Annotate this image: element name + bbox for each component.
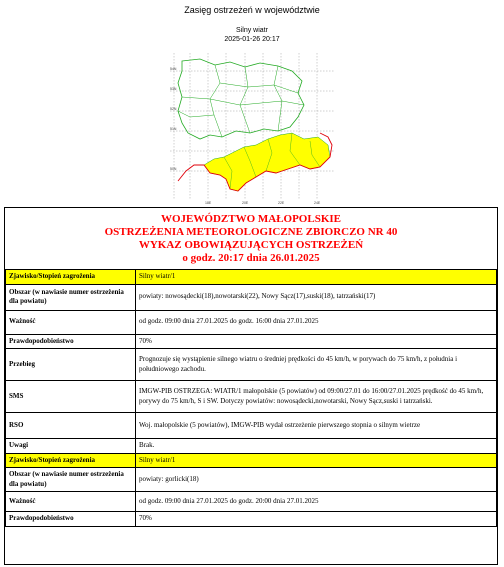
table-row-course xyxy=(6,349,497,381)
table-row-probability xyxy=(6,512,497,527)
table-row-validity xyxy=(6,492,497,512)
course-label: Przebieg xyxy=(6,349,136,381)
validity-value: od godz. 09:00 dnia 27.01.2025 do godz. 16:00 dnia 27.01.2025 xyxy=(136,310,497,334)
y-tick: 50N xyxy=(170,167,177,171)
x-tick: 20E xyxy=(242,201,249,205)
x-tick: 24E xyxy=(314,201,321,205)
map-phenomenon: Silny wiatr xyxy=(236,27,268,34)
map-timestamp: 2025-01-26 20:17 xyxy=(224,36,280,43)
table-row-validity xyxy=(6,310,497,334)
validity-label: Ważność xyxy=(6,310,136,334)
warning-map xyxy=(170,53,335,205)
area-value: powiaty: gorlicki(18) xyxy=(136,468,497,492)
rso-value: Woj. małopolskie (5 powiatów), IMGW-PIB wydał ostrzeżenie pierwszego stopnia o silnym wietrze xyxy=(136,413,497,439)
rso-label: RSO xyxy=(6,413,136,439)
y-tick: 52N xyxy=(170,107,177,111)
x-tick: 22E xyxy=(278,201,285,205)
map-subtitle xyxy=(0,26,504,44)
notes-value: Brak. xyxy=(136,439,497,454)
table-row-area xyxy=(6,468,497,492)
map-background xyxy=(170,53,335,205)
page-title: Zasięg ostrzeżeń w województwie xyxy=(184,5,320,15)
warning-bulletin xyxy=(4,207,498,565)
y-tick: 54N xyxy=(170,67,177,71)
table-row-sms xyxy=(6,381,497,413)
phenomenon-value: Silny wiatr/1 xyxy=(136,270,497,285)
validity-label: Ważność xyxy=(6,492,136,512)
probability-value: 70% xyxy=(136,512,497,527)
voivodeship-title: WOJEWÓDZTWO MAŁOPOLSKIE xyxy=(161,213,341,225)
bulletin-header xyxy=(5,208,497,269)
phenomenon-label: Zjawisko/Stopień zagrożenia xyxy=(6,453,136,468)
area-label: Obszar (w nawiasie numer ostrzeżenia dla powiatu) xyxy=(6,284,136,310)
warnings-table xyxy=(5,269,497,527)
probability-value: 70% xyxy=(136,334,497,349)
probability-label: Prawdopodobieństwo xyxy=(6,334,136,349)
bulletin-list-title: WYKAZ OBOWIĄZUJĄCYCH OSTRZEŻEŃ xyxy=(138,239,364,251)
table-row-phenomenon xyxy=(6,270,497,285)
bulletin-number: OSTRZEŻENIA METEOROLOGICZNE ZBIORCZO NR 40 xyxy=(104,226,398,238)
table-row-notes xyxy=(6,439,497,454)
sms-value: IMGW-PIB OSTRZEGA: WIATR/1 małopolskie (5 powiatów) od 09:00/27.01 do 16:00/27.01.2025 prędkość do 45 km/h, porywy do 75 km/h, S i SW. Dotyczy powiatów: nowosądecki,nowotarski, Nowy Sącz,suski i tatrzański. xyxy=(136,381,497,413)
x-tick: 18E xyxy=(205,201,212,205)
course-value: Prognozuje się wystąpienie silnego wiatru o średniej prędkości do 45 km/h, w porywach do 75 km/h, z południa i południowego zachodu. xyxy=(136,349,497,381)
table-row-phenomenon xyxy=(6,453,497,468)
table-row-area xyxy=(6,284,497,310)
y-tick: 53N xyxy=(170,87,177,91)
table-row-rso xyxy=(6,413,497,439)
y-tick: 51N xyxy=(170,127,177,131)
phenomenon-label: Zjawisko/Stopień zagrożenia xyxy=(6,270,136,285)
probability-label: Prawdopodobieństwo xyxy=(6,512,136,527)
validity-value: od godz. 09:00 dnia 27.01.2025 do godz. 20:00 dnia 27.01.2025 xyxy=(136,492,497,512)
sms-label: SMS xyxy=(6,381,136,413)
area-value: powiaty: nowosądecki(18),nowotarski(22), Nowy Sącz(17),suski(18), tatrzański(17) xyxy=(136,284,497,310)
bulletin-issue-time: o godz. 20:17 dnia 26.01.2025 xyxy=(182,252,320,264)
phenomenon-value: Silny wiatr/1 xyxy=(136,453,497,468)
area-label: Obszar (w nawiasie numer ostrzeżenia dla powiatu) xyxy=(6,468,136,492)
table-row-probability xyxy=(6,334,497,349)
notes-label: Uwagi xyxy=(6,439,136,454)
